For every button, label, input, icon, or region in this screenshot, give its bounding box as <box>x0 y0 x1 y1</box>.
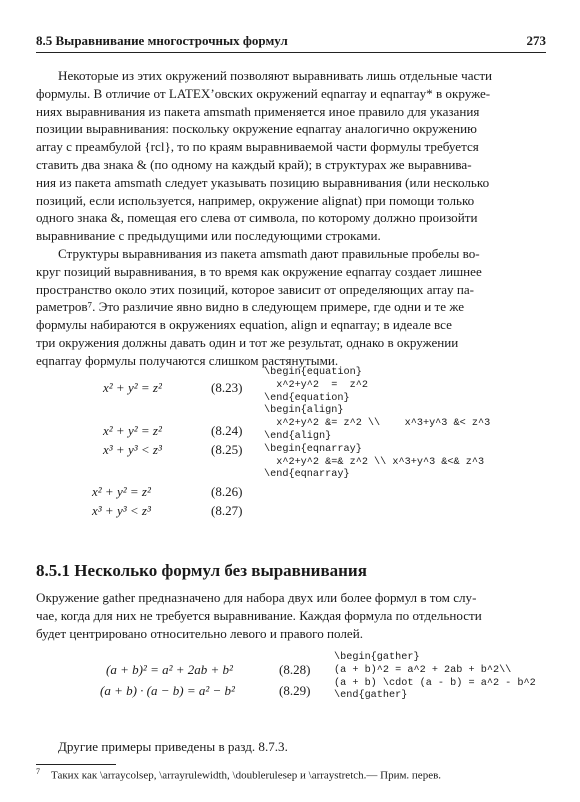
paragraph-2 <box>36 245 546 370</box>
code-line: \begin{gather} <box>334 652 420 663</box>
text-line: одного знака &, помещая его слева от символа, по которому должно произойти <box>36 210 478 226</box>
formula: (a + b)² = a² + 2ab + b² <box>106 662 233 677</box>
text-line: Структуры выравнивания из пакета amsmath дают правильные пробелы во- <box>58 246 480 261</box>
code-example-1 <box>264 367 490 482</box>
page-number: 273 <box>526 33 546 48</box>
section-heading: 8.5.1 Несколько формул без выравнивания <box>36 561 367 580</box>
text-line: eqnarray формулы получаются слишком растянутыми. <box>36 352 339 368</box>
text-line: три окружения должны давать один и тот же результат, однако в окружении <box>36 334 459 350</box>
text-line: круг позиций выравнивания, в то время как окружение eqnarray создает лишнее <box>36 263 482 279</box>
equation-number: (8.27) <box>211 503 243 518</box>
code-line: x^2+y^2 &= z^2 \\ x^3+y^3 &< z^3 <box>264 418 491 430</box>
paragraph-3 <box>36 589 546 642</box>
page-header <box>36 33 546 51</box>
header-rule <box>36 52 546 53</box>
footnote <box>36 767 441 782</box>
text-line: формулы. В отличие от LATEX’овских окружений eqnarray и eqnarray* в окруже- <box>36 85 491 101</box>
text-line: позиций, если используется, например, окружение alignat) при помощи только <box>36 192 475 208</box>
formula: x³ + y³ < z³ <box>103 442 162 457</box>
paragraph-1 <box>36 67 546 245</box>
equation-number: (8.29) <box>279 683 311 698</box>
code-line: (a + b)^2 = a^2 + 2ab + b^2\\ <box>334 664 512 676</box>
text-line: позиции выравнивания: поскольку окружение eqnarray аналогично окружению <box>36 121 477 137</box>
text-line: ния из пакета amsmath следует указывать позицию выравнивания (или несколько <box>36 174 490 190</box>
formula: x² + y² = z² <box>103 423 162 438</box>
running-head: 8.5 Выравнивание многострочных формул <box>36 33 288 48</box>
text-line: Окружение gather предназначено для набора двух или более формул в том слу- <box>36 590 477 605</box>
text-line: чае, когда для них не требуется выравнивание. Каждая формула по отдельности <box>36 607 482 623</box>
code-line: x^2+y^2 &=& z^2 \\ x^3+y^3 &<& z^3 <box>264 456 485 468</box>
code-line: \begin{eqnarray} <box>264 443 362 455</box>
equation-number: (8.28) <box>279 662 311 677</box>
text-line: ставить два знака & (по одному на каждый край); в структурах же выравнива- <box>36 156 472 172</box>
code-example-2 <box>334 652 536 703</box>
equation-number: (8.23) <box>211 380 243 395</box>
code-line: \end{eqnarray} <box>264 469 350 481</box>
equation-number: (8.25) <box>211 442 243 457</box>
code-line: (a + b) \cdot (a - b) = a^2 - b^2 <box>334 677 536 689</box>
text-line: раметров⁷. Это различие явно видно в следующем примере, где одни и те же <box>36 299 465 315</box>
text-line: будет центрировано относительно левого и правого полей. <box>36 625 364 641</box>
footnote-rule <box>36 764 116 765</box>
formula: x³ + y³ < z³ <box>92 503 151 518</box>
code-line: \end{gather} <box>334 690 408 702</box>
formula: x² + y² = z² <box>103 380 162 395</box>
code-line: \begin{equation} <box>264 367 362 378</box>
formula: x² + y² = z² <box>92 484 151 499</box>
footnote-text: Таких как \arraycolsep, \arrayrulewidth, \doublerulesep и \arraystretch.— Прим. перев. <box>51 769 442 782</box>
code-line: \end{equation} <box>264 392 350 404</box>
text-line: ниях выравнивания из пакета amsmath применяется иное правило для указания <box>36 103 480 119</box>
code-line: \begin{align} <box>264 405 344 417</box>
text-line: выравнивание с предыдущими или последующими строками. <box>36 228 381 244</box>
text-line: формулы набираются в окружениях equation, align и eqnarray; в идеале все <box>36 317 452 333</box>
text-line: Другие примеры приведены в разд. 8.7.3. <box>58 739 288 754</box>
footnote-mark: 7 <box>36 767 40 776</box>
text-line: Некоторые из этих окружений позволяют выравнивать лишь отдельные части <box>58 68 493 83</box>
text-line: array с преамбулой {rcl}, то по краям выравниваемой части формулы требуется <box>36 139 479 155</box>
equation-number: (8.26) <box>211 484 243 499</box>
code-line: \end{align} <box>264 430 332 442</box>
text-line: пространство около этих позиций, которое зависит от определяющих array па- <box>36 281 475 297</box>
code-line: x^2+y^2 = z^2 <box>264 379 368 391</box>
paragraph-4 <box>58 738 538 756</box>
formula: (a + b) · (a − b) = a² − b² <box>100 683 235 698</box>
equation-number: (8.24) <box>211 423 243 438</box>
